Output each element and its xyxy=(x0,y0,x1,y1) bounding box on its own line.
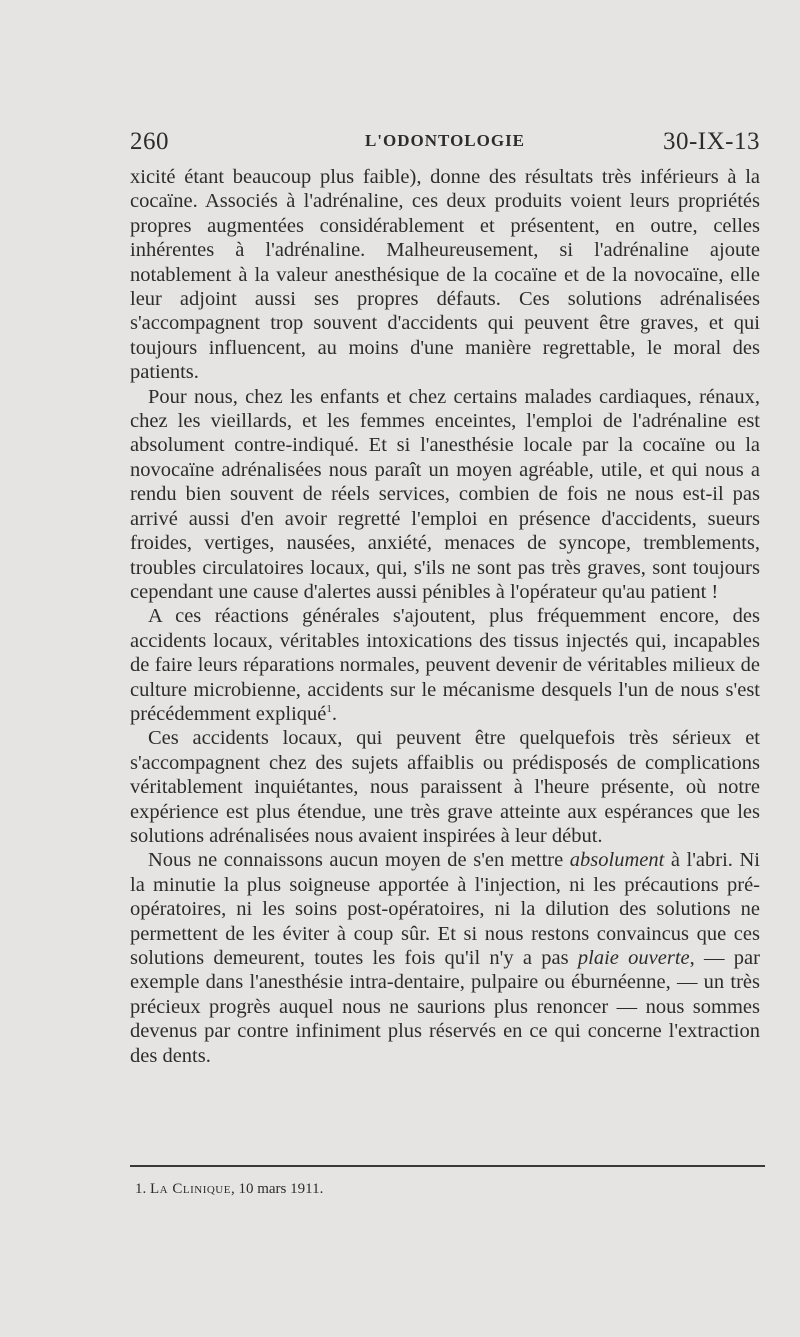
footnote-date: , 10 mars 1911. xyxy=(230,1181,324,1197)
paragraph-1: xicité étant beaucoup plus faible), donne des résultats très inférieurs à la cocaïne. Associés à l'adrénaline, ces deux produits voient leurs propriétés propres augmentées considérablement et présentent, en outre, celles inhérentes à l'adrénaline. Malheureusement, si l'adrénaline ajoute notablement à la valeur anesthésique de la cocaïne et de la novocaïne, elle leur adjoint aussi ses propres défauts. Ces solutions adrénalisées s'accompagnent trop souvent d'accidents qui peuvent être graves, et qui toujours influencent, au moins d'une manière regrettable, le moral des patients. xyxy=(130,166,760,384)
paragraph-5-part-2: à l'abri. Ni la minutie la plus soigneuse apportée à l'injection, ni les précautions pré-opératoires, ni les soins post-opératoires, ni la dilution des solutions ne permettent de les éviter à coup sûr. Et si nous restons convaincus que ces solutions demeurent, toutes les fois qu'il n'y a pas xyxy=(130,849,760,969)
paragraph-2: Pour nous, chez les enfants et chez certains malades cardiaques, rénaux, chez les vieillards, et les femmes enceintes, l'emploi de l'adrénaline est absolument contre-indiqué. Et si l'anesthésie locale par la cocaïne ou la novocaïne adrénalisées nous paraît un moyen agréable, utile, et qui nous a rendu bien souvent de réels services, combien de fois ne nous est-il pas arrivé aussi d'en avoir regretté l'emploi en présence d'accidents, sueurs froides, vertiges, nausées, anxiété, menaces de syncope, tremblements, troubles circulatoires locaux, qui, s'ils ne sont pas très graves, sont toujours cependant une cause d'alertes aussi pénibles à l'opérateur qu'au patient ! xyxy=(130,385,760,603)
footnote-divider xyxy=(130,1165,765,1167)
paragraph-5 xyxy=(130,848,760,1068)
page-number: 260 xyxy=(130,128,169,155)
body-text xyxy=(130,165,760,1068)
paragraph-4: Ces accidents locaux, qui peuvent être quelquefois très sérieux et s'accompagnent chez des sujets affaiblis ou prédisposés de complications véritablement inquiétantes, nous paraissent à l'heure présente, où notre expérience est plus étendue, une très grave atteinte aux espérances que les solutions adrénalisées nous avaient inspirées à leur début. xyxy=(130,727,760,847)
paragraph-5-part-3: , — par exemple dans l'anesthésie intra-dentaire, pulpaire ou éburnéenne, — un très précieux progrès auquel nous ne saurions plus renoncer — nous sommes devenus par contre infiniment plus réservés en ce qui concerne l'extraction des dents. xyxy=(130,947,760,1067)
paragraph-3-text: A ces réactions générales s'ajoutent, plus fréquemment encore, des accidents locaux, véritables intoxications des tissus injectés qui, incapables de faire leurs réparations normales, peuvent devenir de véritables milieux de culture microbienne, accidents sur le mécanisme desquels l'un de nous s'est précédemment expliqué xyxy=(130,605,760,725)
footnote-source: La Clinique xyxy=(150,1181,231,1197)
paragraph-5-part-1: Nous ne connaissons aucun moyen de s'en mettre xyxy=(148,849,570,872)
paragraph-3-end: . xyxy=(331,702,337,725)
issue-date: 30-IX-13 xyxy=(662,128,760,155)
footnote xyxy=(135,1181,323,1198)
emphasis-plaie-ouverte: plaie ouverte xyxy=(577,947,690,969)
paragraph-3 xyxy=(130,604,760,726)
running-title: L'ODONTOLOGIE xyxy=(364,131,526,150)
page-header xyxy=(130,128,760,162)
footnote-number: 1. xyxy=(135,1181,147,1197)
footnote-reference: 1 xyxy=(326,703,332,716)
emphasis-absolument: absolument xyxy=(569,849,665,872)
